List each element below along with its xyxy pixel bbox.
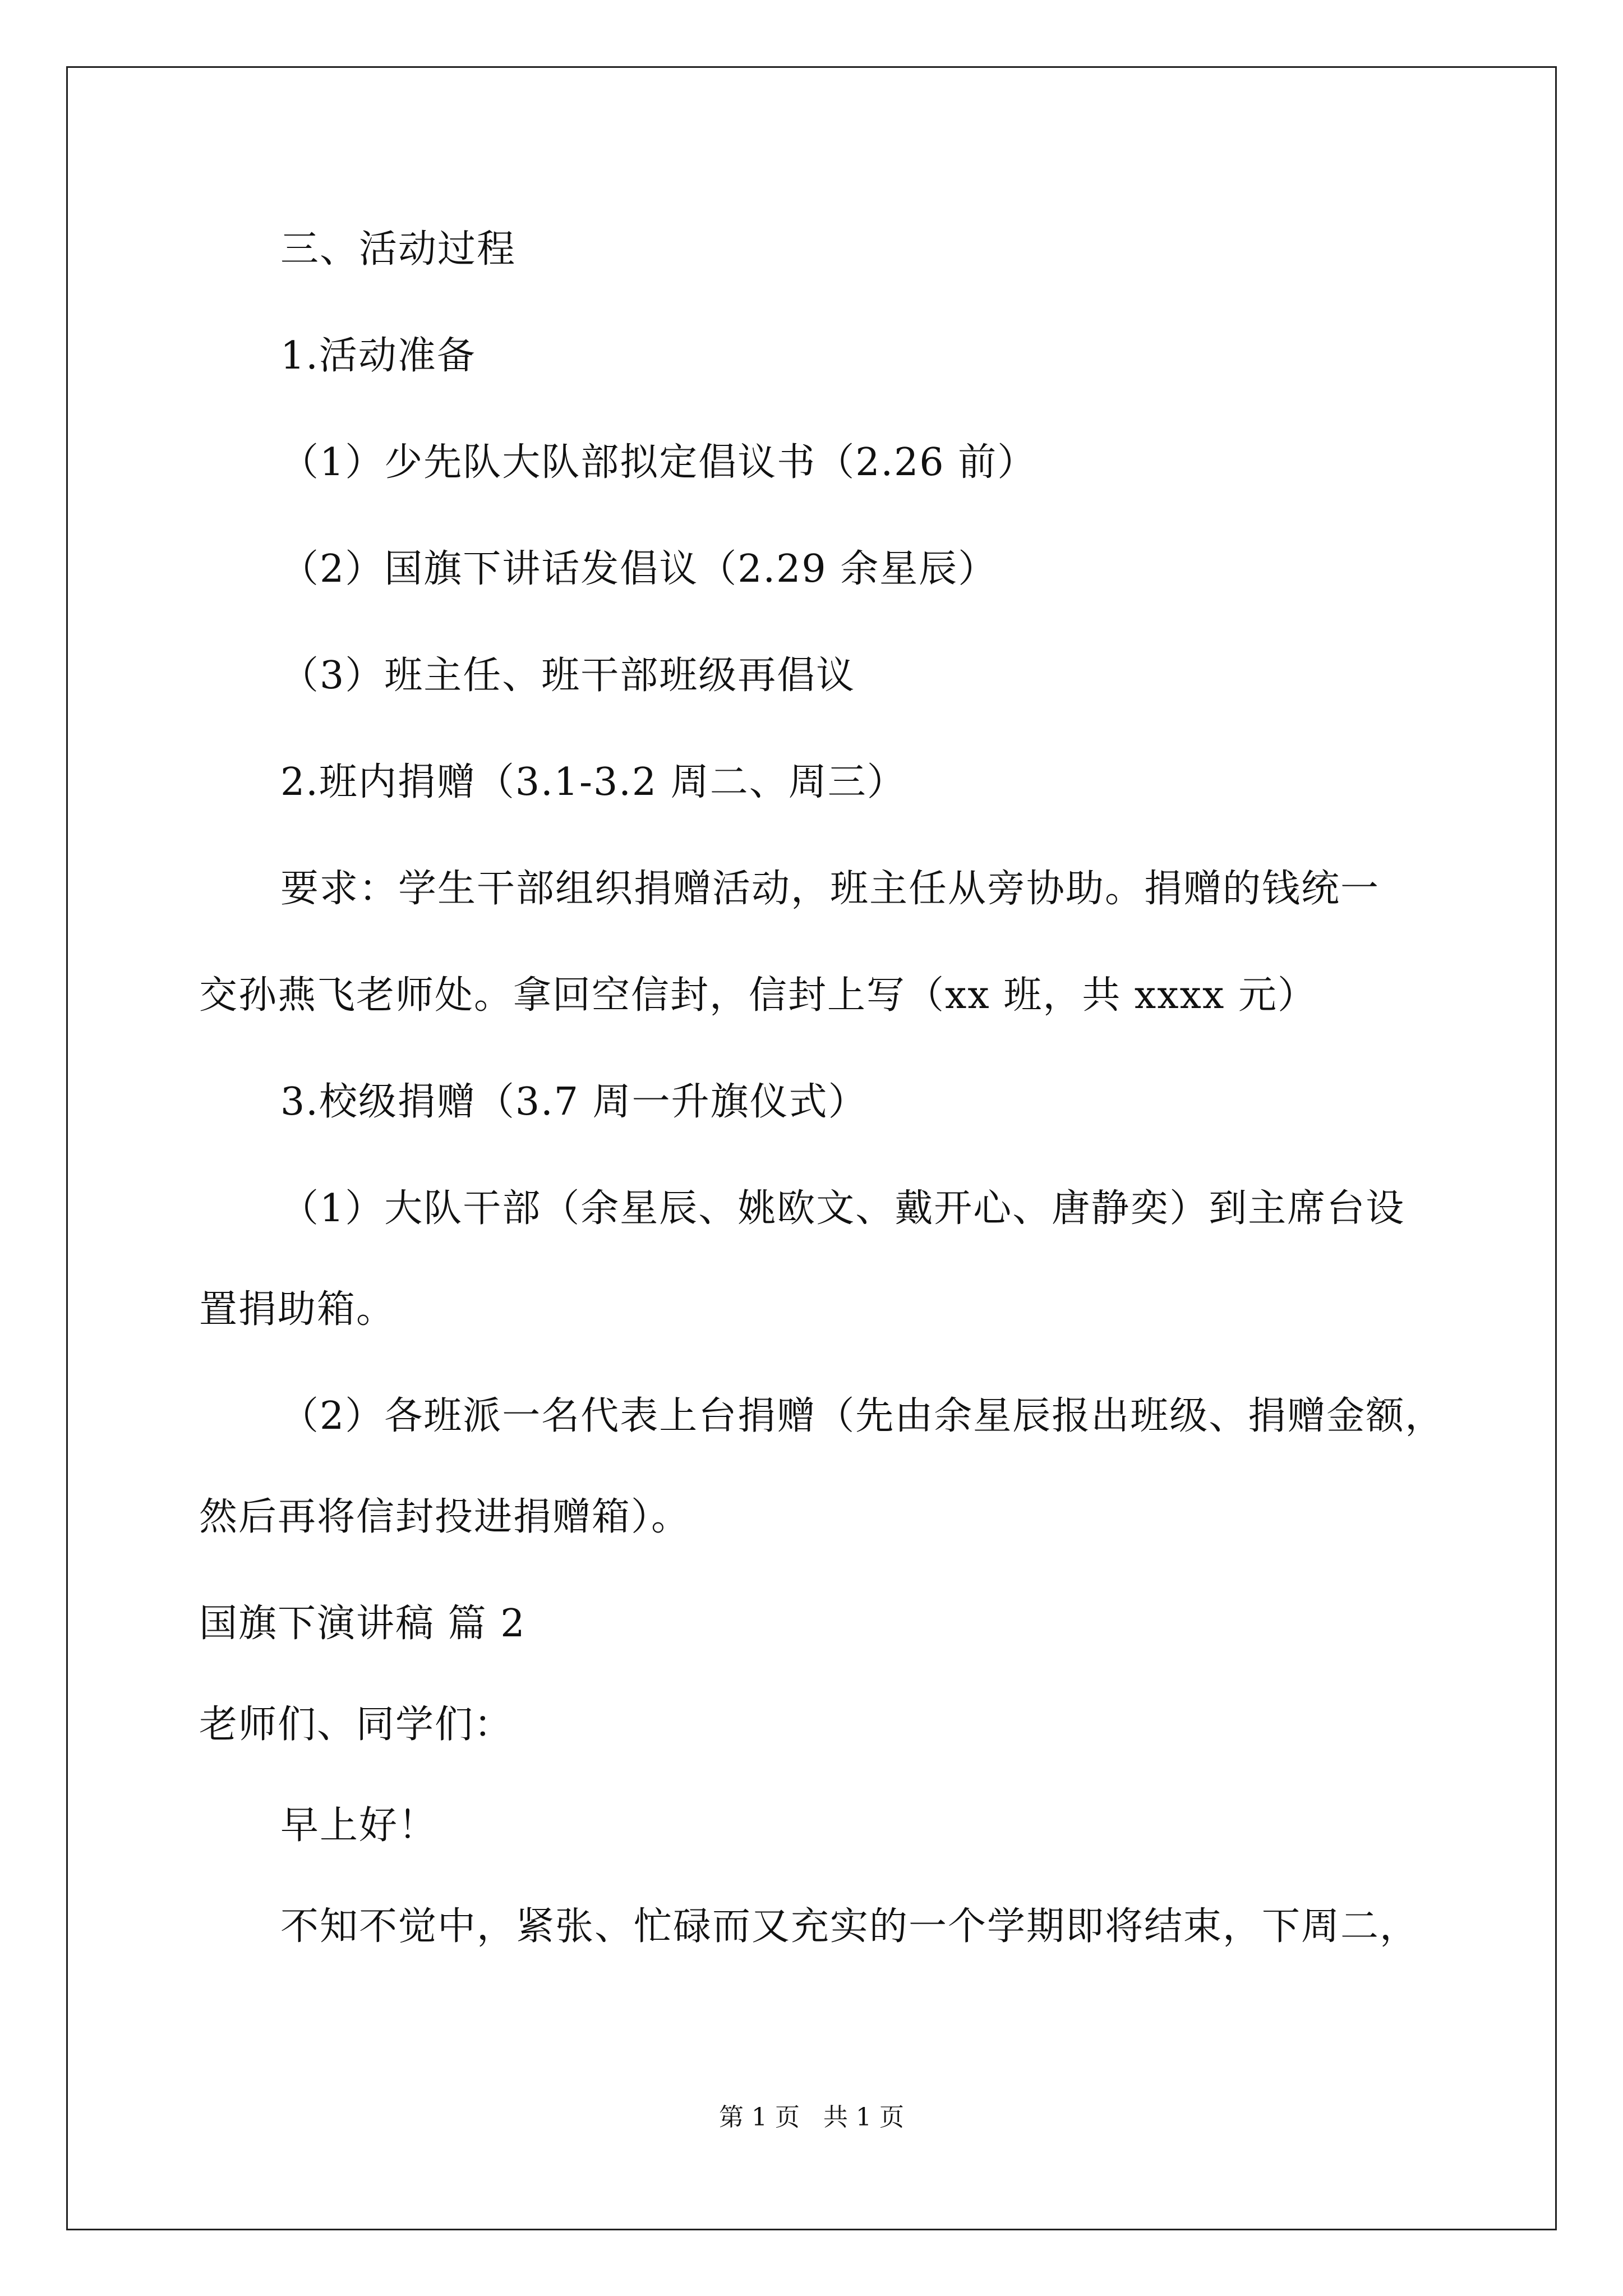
article-title-speech-2: 国旗下演讲稿 篇 2	[199, 1602, 526, 1646]
list-item-class-representative-line2: 然后再将信封投进捐赠箱）。	[199, 1495, 691, 1539]
list-item-flag-speech: （2）国旗下讲话发倡议（2.29 余星辰）	[280, 547, 998, 591]
paragraph-requirements-line1: 要求：学生干部组织捐赠活动，班主任从旁协助。捐赠的钱统一	[280, 867, 1380, 911]
page-number-footer: 第 1 页 共 1 页	[719, 2103, 904, 2132]
list-item-brigade-cadres-line2: 置捐助箱。	[199, 1287, 396, 1332]
subheading-school-donation: 3.校级捐赠（3.7 周一升旗仪式）	[280, 1080, 868, 1124]
paragraph-requirements-line2: 交孙燕飞老师处。拿回空信封，信封上写（xx 班，共 xxxx 元）	[199, 973, 1317, 1018]
subheading-activity-prep: 1.活动准备	[280, 334, 476, 378]
paragraph-semester-ending: 不知不觉中，紧张、忙碌而又充实的一个学期即将结束，下周二，	[280, 1904, 1419, 1949]
list-item-proposal: （1）少先队大队部拟定倡议书（2.26 前）	[280, 440, 1037, 485]
greeting-teachers-students: 老师们、同学们：	[199, 1703, 514, 1747]
section-heading-activity-process: 三、活动过程	[280, 227, 517, 272]
list-item-brigade-cadres-line1: （1）大队干部（余星辰、姚欧文、戴开心、唐静奕）到主席台设	[280, 1186, 1405, 1231]
greeting-good-morning: 早上好！	[280, 1803, 438, 1848]
list-item-class-teacher: （3）班主任、班干部班级再倡议	[280, 654, 856, 698]
list-item-class-representative-line1: （2）各班派一名代表上台捐赠（先由余星辰报出班级、捐赠金额，	[280, 1394, 1445, 1438]
subheading-class-donation: 2.班内捐赠（3.1-3.2 周二、周三）	[280, 760, 906, 804]
